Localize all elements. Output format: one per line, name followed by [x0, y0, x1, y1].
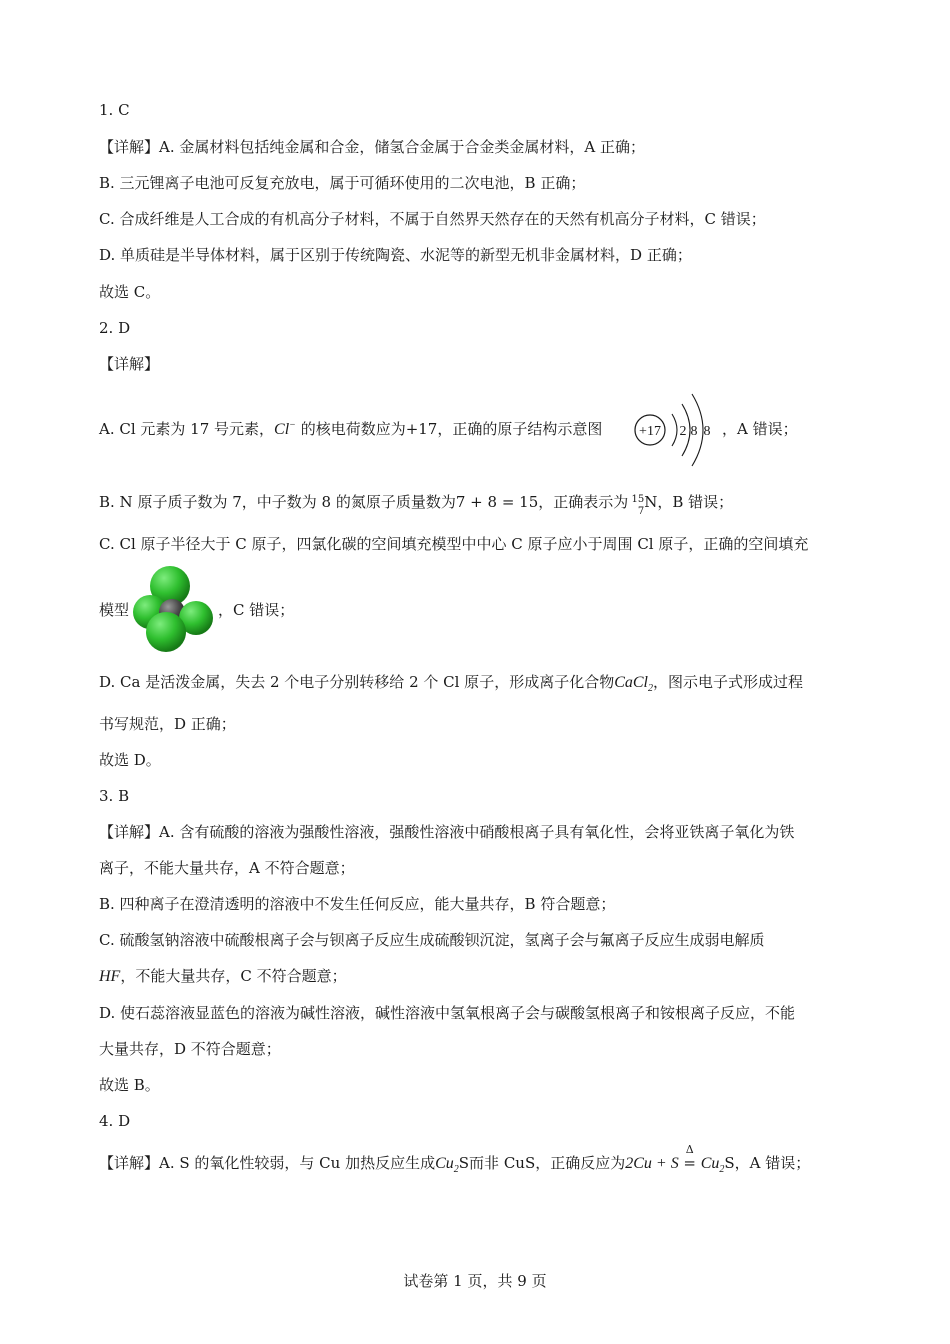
shell-2-electrons: 8 [690, 424, 698, 439]
electron-shell-1 [672, 414, 677, 446]
q2-option-a: A. Cl 元素为 17 号元素，Cl− 的核电荷数应为+17，正确的原子结构示意图 [99, 419, 603, 438]
isotope-notation: 15 7 [631, 494, 645, 517]
q3-answer: 3. B [99, 787, 130, 805]
atom-structure-diagram [632, 390, 720, 470]
nucleus-charge: +17 [639, 424, 661, 439]
q1-option-b: B. 三元锂离子电池可反复充放电，属于可循环使用的二次电池，B 正确； [99, 174, 586, 192]
q3-option-c: C. 硫酸氢钠溶液中硫酸根离子会与钡离子反应生成硫酸钡沉淀，氢离子会与氟离子反应生成弱电解质 [99, 931, 765, 949]
delta-symbol: Δ [685, 1143, 694, 1156]
q3-option-a: 【详解】A. 含有硫酸的溶液为强酸性溶液，强酸性溶液中硝酸根离子具有氧化性，会将亚铁离子氧化为铁 [99, 823, 795, 841]
q3-option-c-cont: HF，不能大量共存，C 不符合题意； [99, 967, 347, 985]
q3-option-d-cont: 大量共存，D 不符合题意； [99, 1040, 281, 1058]
reaction-rhs-cu2s: $Cu_2$ [700, 1155, 725, 1176]
q2-option-a-end: ，A 错误； [722, 420, 798, 438]
cacl2-formula: CaCl$_2$ [614, 674, 653, 695]
q1-option-c: C. 合成纤维是人工合成的有机高分子材料，不属于自然界天然存在的天然有机高分子材料，C 错误； [99, 210, 766, 228]
shell-1-electrons: 2 [679, 424, 687, 439]
q2-detail-tag: 【详解】 [99, 355, 160, 373]
chloride-ion: Cl− [274, 419, 296, 438]
page-footer: 试卷第 1 页，共 9 页 [403, 1272, 547, 1290]
q2-option-c-end: ，C 错误； [218, 601, 295, 619]
heating-equals-sign: Δ = [679, 1153, 701, 1173]
q2-answer: 2. D [99, 319, 131, 337]
q2-option-d-cont: 书写规范，D 正确； [99, 715, 236, 733]
shell-3-electrons: 8 [703, 424, 711, 439]
reaction-lhs: 2Cu + S [625, 1155, 679, 1172]
cu2s-formula: $Cu_2$ [435, 1155, 459, 1176]
q2-option-c: C. Cl 原子半径大于 C 原子，四氯化碳的空间填充模型中中心 C 原子应小于周围 Cl 原子，正确的空间填充 [99, 535, 809, 553]
mass-equation: 7 + 8 = 15 [455, 493, 539, 511]
q1-option-d: D. 单质硅是半导体材料，属于区别于传统陶瓷、水泥等的新型无机非金属材料，D 正确； [99, 246, 692, 264]
ccl4-space-filling-model [132, 564, 216, 654]
q3-option-b: B. 四种离子在澄清透明的溶液中不发生任何反应，能大量共存，B 符合题意； [99, 895, 616, 913]
q1-answer: 1. C [99, 101, 130, 119]
q1-option-a: 【详解】A. 金属材料包括纯金属和合金，储氢合金属于合金类金属材料，A 正确； [99, 138, 645, 156]
q3-choice: 故选 B。 [99, 1076, 160, 1094]
q2-option-d: D. Ca 是活泼金属，失去 2 个电子分别转移给 2 个 Cl 原子，形成离子化合物CaCl$_2$，图示电子式形成过程 [99, 673, 804, 695]
q1-choice: 故选 C。 [99, 283, 161, 301]
hf-formula: HF [99, 968, 121, 985]
q4-answer: 4. D [99, 1112, 131, 1130]
q4-option-a: 【详解】A. S 的氧化性较弱，与 Cu 加热反应生成$Cu_2S$而非 CuS，正确反应为2Cu + S Δ = $Cu_2S$，A 错误； [99, 1153, 854, 1174]
q2-choice: 故选 D。 [99, 751, 161, 769]
q3-option-d: D. 使石蕊溶液显蓝色的溶液为碱性溶液，碱性溶液中氢氧根离子会与碳酸氢根离子和铵根离子反应，不能 [99, 1004, 796, 1022]
detail-tag: 【详解】 [99, 138, 160, 156]
q3-option-a-cont: 离子，不能大量共存，A 不符合题意； [99, 859, 355, 877]
chlorine-atom-front [146, 612, 186, 652]
q2-option-b: B. N 原子质子数为 7，中子数为 8 的氮原子质量数为7 + 8 = 15，正确表示为 15 7 N，B 错误； [99, 493, 734, 517]
q2-option-c-model-label: 模型 [99, 601, 130, 619]
